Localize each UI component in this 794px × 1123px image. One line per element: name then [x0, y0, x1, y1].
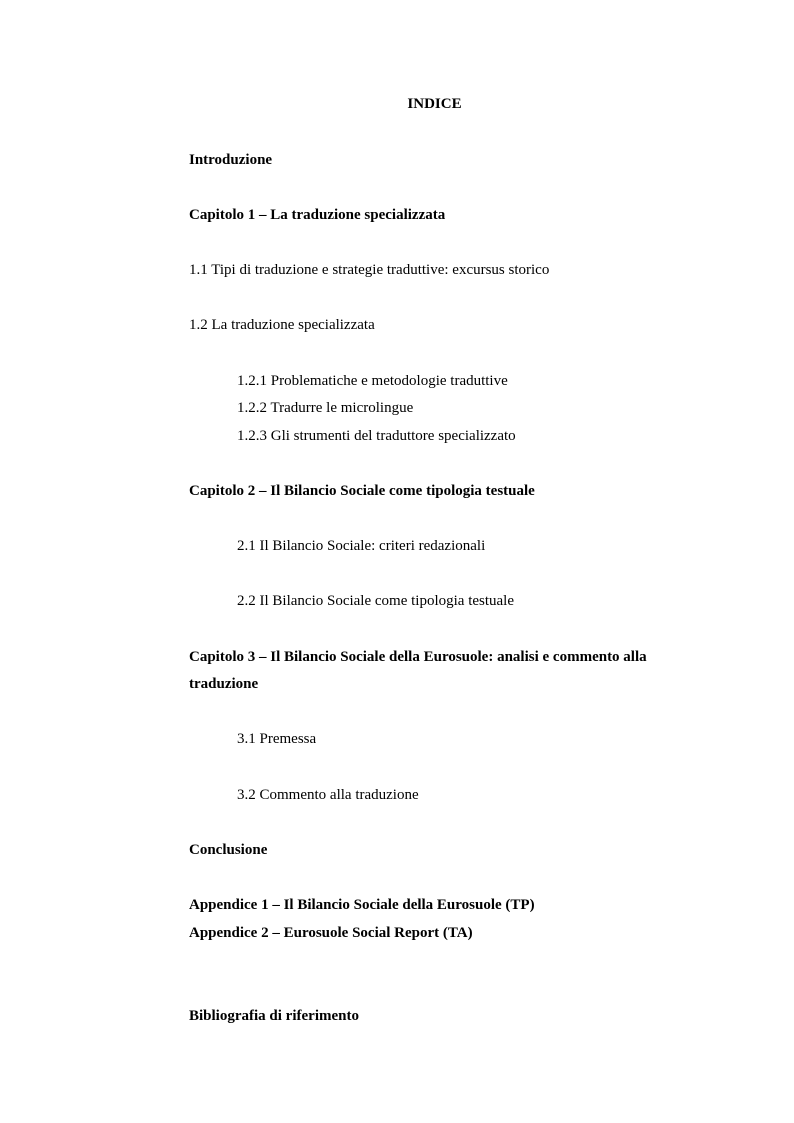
toc-entry-1-2-1: 1.2.1 Problematiche e metodologie traduttive: [237, 373, 508, 389]
toc-entry-capitolo-3-cont: traduzione: [189, 676, 259, 692]
toc-entry-bibliografia: Bibliografia di riferimento: [189, 1008, 359, 1024]
page-title: INDICE: [407, 96, 462, 112]
toc-entry-1-2-3: 1.2.3 Gli strumenti del traduttore specializzato: [237, 428, 516, 444]
toc-entry-2-2: 2.2 Il Bilancio Sociale come tipologia testuale: [237, 593, 515, 609]
toc-entry-conclusione: Conclusione: [189, 842, 268, 858]
toc-entry-introduzione: Introduzione: [189, 152, 273, 168]
toc-entry-appendice-2: Appendice 2 – Eurosuole Social Report (TA): [189, 925, 473, 941]
toc-entry-capitolo-3: Capitolo 3 – Il Bilancio Sociale della Eurosuole: analisi e commento alla: [189, 649, 647, 665]
toc-entry-1-1: 1.1 Tipi di traduzione e strategie traduttive: excursus storico: [189, 262, 550, 278]
toc-entry-capitolo-2: Capitolo 2 – Il Bilancio Sociale come tipologia testuale: [189, 483, 535, 499]
toc-entry-2-1: 2.1 Il Bilancio Sociale: criteri redazionali: [237, 538, 486, 554]
toc-entry-capitolo-1: Capitolo 1 – La traduzione specializzata: [189, 207, 446, 223]
toc-entry-3-1: 3.1 Premessa: [237, 731, 317, 747]
toc-entry-1-2-2: 1.2.2 Tradurre le microlingue: [237, 400, 414, 416]
toc-entry-3-2: 3.2 Commento alla traduzione: [237, 787, 419, 803]
toc-entry-1-2: 1.2 La traduzione specializzata: [189, 317, 375, 333]
toc-entry-appendice-1: Appendice 1 – Il Bilancio Sociale della Eurosuole (TP): [189, 897, 535, 913]
